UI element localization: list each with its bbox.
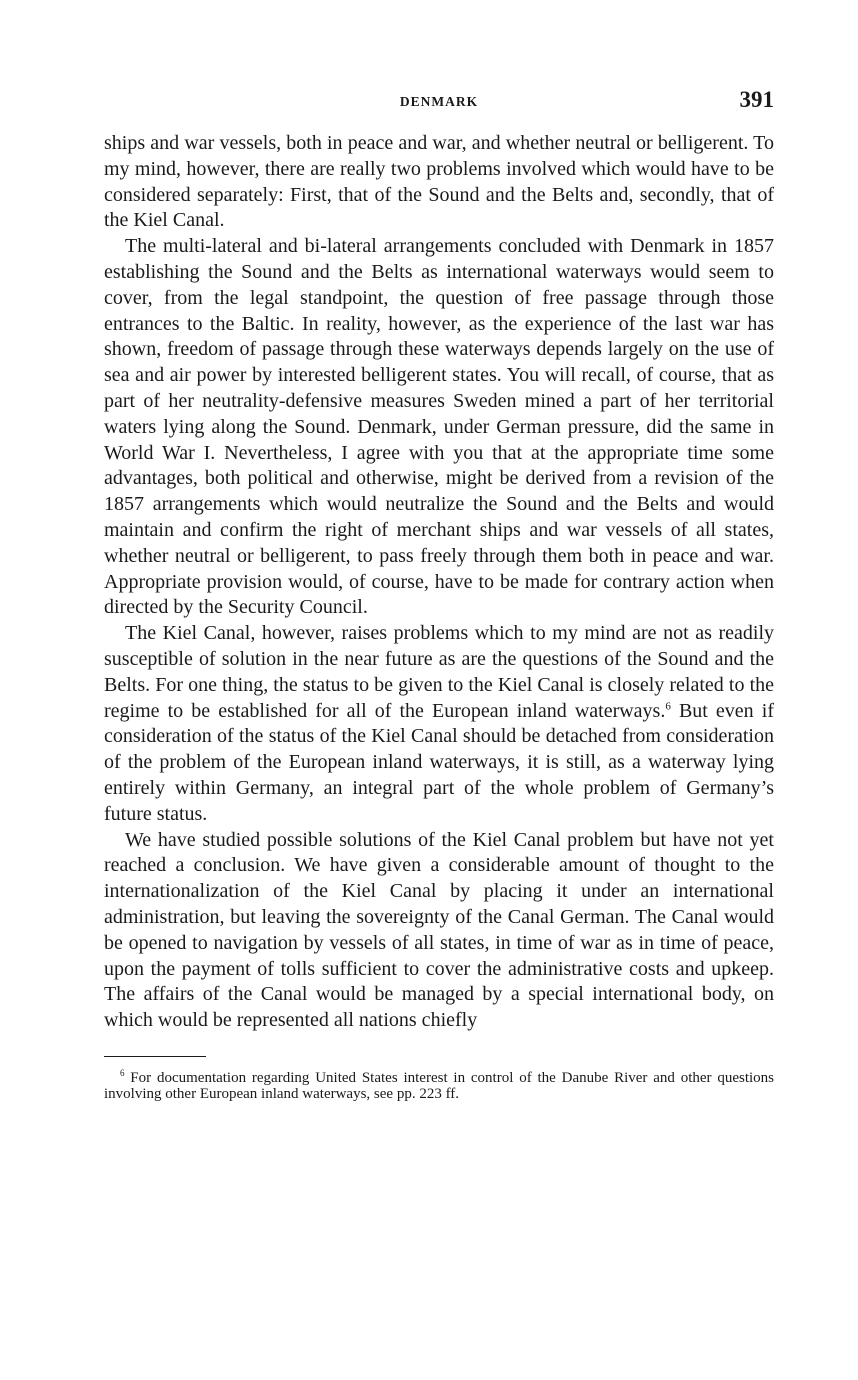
paragraph-3-part-a: The Kiel Canal, however, raises problems which to my mind are not as readily susceptible of solution in the near future as are the questions of the Sound and the Belts. For one thing, the status to be given to the Kiel Canal is closely related to the regime to be established for all of the European inland waterways. bbox=[104, 622, 774, 722]
paragraph-4: We have studied possible solutions of the Kiel Canal problem but have not yet reached a conclusion. We have given a considerable amount of thought to the internationalization of the Kiel Canal by placing it under an international administration, but leaving the sovereignty of the Canal German. The Canal would be opened to navigation by vessels of all states, in time of war as in time of peace, upon the payment of tolls sufficient to cover the administrative costs and upkeep. The affairs of the Canal would be managed by a special international body, on which would be represented all nations chiefly bbox=[104, 828, 774, 1032]
running-head bbox=[104, 86, 774, 120]
footnote-text: For documentation regarding United States interest in control of the Danube River and other questions involving other European inland waterways, see pp. 223 ff. bbox=[104, 1069, 774, 1103]
paragraph-2: The multi-lateral and bi-lateral arrangements concluded with Denmark in 1857 establishing the Sound and the Belts as international waterways would seem to cover, from the legal standpoint, the question of free passage through those entrances to the Baltic. In reality, however, as the experience of the last war has shown, freedom of passage through these waterways depends largely on the use of sea and air power by interested belligerent states. You will recall, of course, that as part of her neutrality-defensive measures Sweden mined a part of her territorial waters lying along the Sound. Denmark, under German pressure, did the same in World War I. Nevertheless, I agree with you that at the appropriate time some advantages, both political and otherwise, might be derived from a revision of the 1857 arrangements which would neutralize the Sound and the Belts and would maintain and confirm the right of merchant ships and war vessels of all states, whether neutral or belligerent, to pass freely through them both in peace and war. Appropriate provision would, of course, have to be made for contrary action when directed by the Security Council. bbox=[104, 235, 774, 619]
paragraph-3-part-b: But even if consideration of the status of the Kiel Canal should be detached from consideration of the problem of the European inland waterways, it is still, as a waterway lying entirely within Germany, an integral part of the whole problem of Germany’s future status. bbox=[104, 699, 774, 825]
footnote bbox=[104, 1067, 774, 1103]
footnote-reference: 6 bbox=[665, 699, 671, 712]
paragraph-3 bbox=[104, 621, 774, 827]
footnote-marker: 6 bbox=[120, 1067, 125, 1078]
running-head-title: DENMARK bbox=[399, 94, 479, 109]
page-number: 391 bbox=[739, 87, 774, 112]
body-text bbox=[104, 131, 774, 1034]
paragraph-1: ships and war vessels, both in peace and war, and whether neutral or belligerent. To my mind, however, there are really two problems involved which would have to be considered separately: First, that of the Sound and the Belts and, secondly, that of the Kiel Canal. bbox=[104, 132, 774, 232]
document-page bbox=[104, 86, 774, 1103]
footnote-divider bbox=[104, 1056, 206, 1057]
